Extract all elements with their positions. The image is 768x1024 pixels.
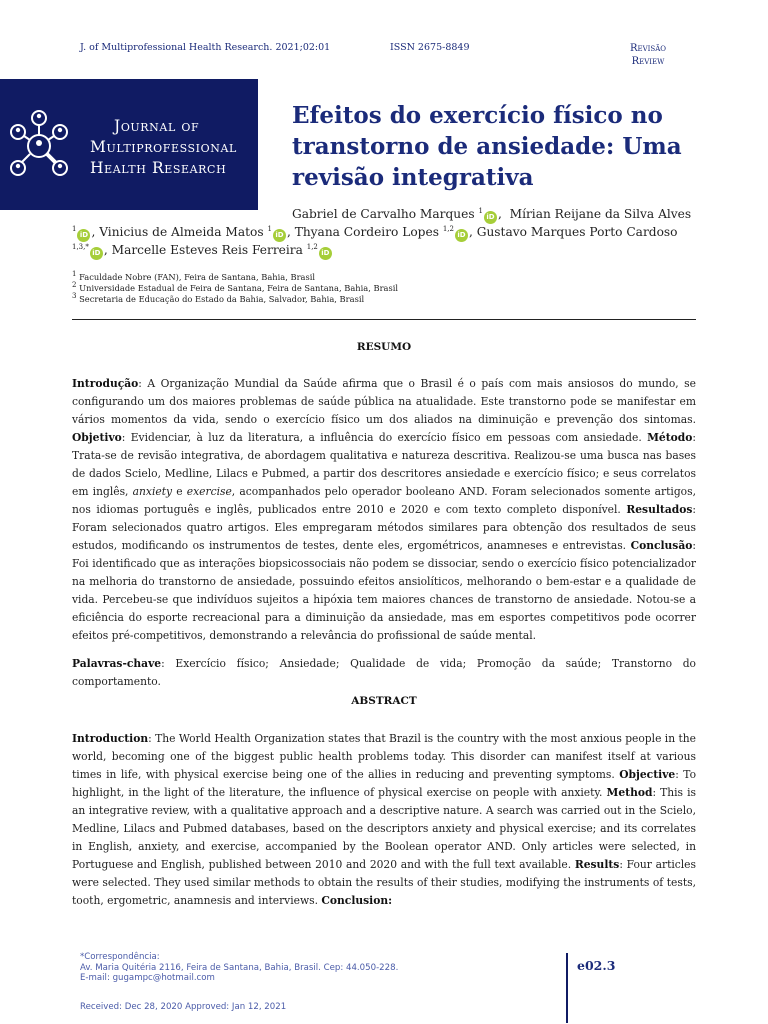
author-affiliation-sup: 1,3,* [72, 242, 89, 251]
author-name: Mírian Reijane da Silva Alves [509, 207, 692, 221]
orcid-icon[interactable]: iD [273, 229, 286, 242]
journal-name-line3: Health Research [90, 159, 227, 177]
correspondence-email[interactable]: E-mail: gugampc@hotmail.com [80, 973, 215, 983]
keywords-label: Palavras-chave [72, 657, 162, 670]
text-metodo-join: e [172, 485, 187, 498]
affiliation-text: Faculdade Nobre (FAN), Feira de Santana, Bahia, Brasil [79, 272, 316, 282]
journal-name-line2: Multiprofessional [90, 138, 237, 156]
affiliations [72, 272, 398, 305]
label-method: Method [606, 786, 653, 799]
abstract-paragraph [72, 730, 696, 910]
orcid-icon[interactable]: iD [319, 247, 332, 260]
label-conclusao: Conclusão [630, 539, 693, 552]
text-method: : This is an integrative review, with a qualitative approach and a descriptive nature. A search was carried out in the Scielo, Medline, Lilacs and Pubmed databases, based on the descriptors anxiety and physical exercise; and its correlates in English, anxiety, and exercise, accompanied by the Boolean operator AND. Only articles were selected, in Portuguese and English, published between 2010 and 2020 and with the full text available. [72, 786, 696, 871]
author-name: Thyana Cordeiro Lopes [294, 225, 439, 239]
text-objetivo: : Evidenciar, à luz da literatura, a influência do exercício físico em pessoas com ansiedade. [121, 431, 648, 444]
label-introducao: Introdução [72, 377, 139, 390]
article-type [630, 42, 666, 68]
keywords-text: : Exercício físico; Ansiedade; Qualidade de vida; Promoção da saúde; Transtorno do comportamento. [72, 657, 696, 688]
text-introduction: : The World Health Organization states that Brazil is the country with the most anxious people in the world, becoming one of the biggest public health problems today. This disorder can manifest itself at various times in life, with physical exercise being one of the allies in reducing and preventing symptoms. [72, 732, 696, 781]
author-affiliation-sup: 1,2 [306, 242, 318, 251]
label-results: Results [574, 858, 620, 871]
journal-name-line1: Journal of [114, 117, 200, 135]
label-objective: Objective [619, 768, 676, 781]
keywords-paragraph [72, 655, 696, 691]
label-resultados: Resultados [626, 503, 693, 516]
term-exercise: exercise [186, 485, 232, 498]
orcid-icon[interactable]: iD [90, 247, 103, 260]
affiliation-text: Secretaria de Educação do Estado da Bahia, Salvador, Bahia, Brasil [79, 294, 365, 304]
network-magnifier-icon [4, 108, 74, 184]
affiliation-item [72, 283, 398, 294]
text-objective: : To highlight, in the light of the literature, the influence of physical exercise on people with anxiety. [72, 768, 696, 799]
article-title: Efeitos do exercício físico no transtorno de ansiedade: Uma revisão integrativa [292, 102, 682, 191]
label-conclusion: Conclusion: [321, 894, 393, 907]
affiliation-sup: 3 [72, 292, 77, 301]
author-affiliation-sup: 1 [478, 206, 483, 215]
text-results: : Four articles were selected. They used similar methods to obtain the results of their studies, modifying the instruments of tests, tooth, ergometric, anamnesis and interviews. [72, 858, 696, 907]
author-name: Vinicius de Almeida Matos [99, 225, 264, 239]
journal-name [90, 116, 237, 179]
orcid-icon[interactable]: iD [455, 229, 468, 242]
footer-divider [566, 953, 568, 1023]
page-identifier: e02.3 [577, 958, 616, 973]
text-metodo-end: , acompanhados pelo operador booleano AND. Foram selecionados somente artigos, nos idiomas português e inglês, publicados entre 2010 e 2020 e com texto completo disponível. [72, 485, 696, 516]
term-anxiety: anxiety [132, 485, 173, 498]
author-affiliation-sup: 1 [72, 224, 77, 233]
text-introducao: : A Organização Mundial da Saúde afirma que o Brasil é o país com mais ansiosos do mundo, se configurando um dos maiores problemas de saúde pública na atualidade. Este transtorno pode se manifestar em vários momentos da vida, sendo o exercício físico um dos aliados na diminuição e prevenção dos sintomas. [72, 377, 696, 426]
resumo-heading: RESUMO [356, 341, 412, 353]
affiliation-sup: 2 [72, 281, 77, 290]
label-introduction: Introduction [72, 732, 149, 745]
affiliation-sup: 1 [72, 270, 77, 279]
text-conclusao: : Foi identificado que as interações biopsicossociais não podem se dissociar, sendo o exercício físico potencializador na melhoria do transtorno de ansiedade, possuindo efeitos ansiolíticos, melhorando o bem-estar e a qualidade de vida. Percebeu-se que indivíduos sujeitos a hipóxia tem maiores chances de transtorno de ansiedade. Notou-se a eficiência do esporte recreacional para a diminuição da ansiedade, mas em esportes competitivos pode ocorrer efeitos pré-competitivos, demonstrando a relevância do profissional de saúde mental. [72, 539, 696, 642]
author-list: Gabriel de Carvalho Marques $^1$iD , Mírian Reijane da Silva Alves $^1$iD , Vinicius de Almeida Matos $^1$iD , Thyana Cordeiro Lopes $^{1,2}$iD , Gustavo Marques Porto Cardoso $^{1,3,*}$iD , Marcelle Esteves Reis Ferreira $^{1,2}$iD [72, 206, 696, 260]
label-objetivo: Objetivo [72, 431, 122, 444]
label-metodo: Método [647, 431, 693, 444]
resumo-paragraph [72, 375, 696, 645]
affiliation-item [72, 294, 398, 305]
author-affiliation-sup: 1,2 [442, 224, 454, 233]
orcid-icon[interactable]: iD [77, 229, 90, 242]
orcid-icon[interactable]: iD [484, 211, 497, 224]
author-name: Gustavo Marques Porto Cardoso [476, 225, 678, 239]
section-divider [72, 319, 696, 320]
text-resultados: : Foram selecionados quatro artigos. Eles empregaram métodos similares para obtenção dos resultados de seus estudos, modificando os instrumentos de testes, dente eles, ergométricos, anamneses e entrevistas. [72, 503, 696, 552]
correspondence-block [80, 952, 398, 984]
author-name: Marcelle Esteves Reis Ferreira [111, 243, 303, 257]
affiliation-text: Universidade Estadual de Feira de Santana, Feira de Santana, Bahia, Brasil [79, 283, 399, 293]
issn: ISSN 2675-8849 [390, 42, 470, 53]
affiliation-item [72, 272, 398, 283]
text-metodo: : Trata-se de revisão integrativa, de abordagem qualitativa e natureza descritiva. Realizou-se uma busca nas bases de dados Scielo, Medline, Lilacs e Pubmed, a partir dos descritores ansiedade e exercício físico; e seus correlatos em inglês, [72, 431, 696, 498]
author-affiliation-sup: 1 [267, 224, 272, 233]
article-type-pt: Revisão [629, 43, 666, 54]
abstract-heading: ABSTRACT [351, 695, 417, 707]
journal-reference: J. of Multiprofessional Health Research. 2021;02:01 [80, 42, 331, 53]
received-approved-dates: Received: Dec 28, 2020 Approved: Jan 12, 2021 [80, 1002, 287, 1012]
correspondence-address: Av. Maria Quitéria 2116, Feira de Santana, Bahia, Brasil. Cep: 44.050-228. [80, 962, 399, 973]
article-type-en: Review [631, 56, 665, 67]
correspondence-label: *Correspondência: [80, 952, 160, 962]
author-name: Gabriel de Carvalho Marques [292, 207, 475, 221]
